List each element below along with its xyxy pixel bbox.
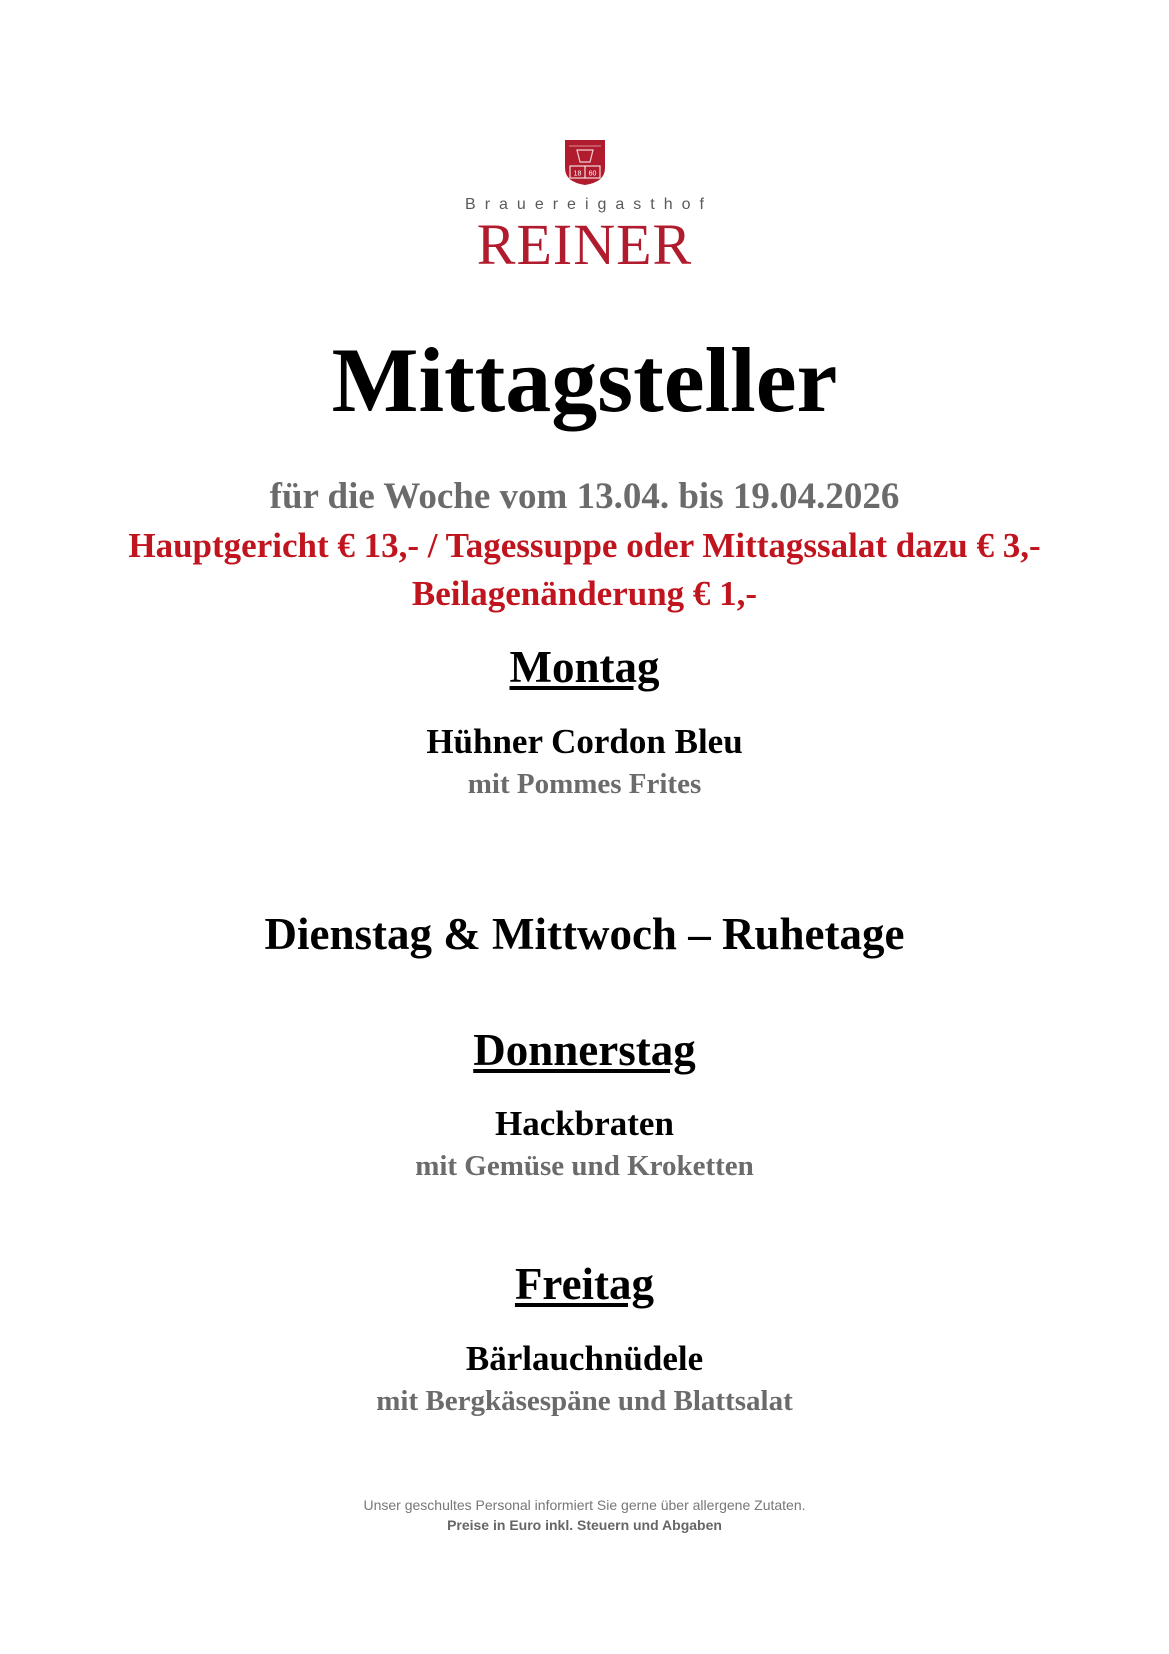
emblem-year-right: 60: [588, 170, 596, 178]
day-label: Donnerstag: [473, 1025, 696, 1075]
emblem-year-left: 18: [573, 170, 581, 178]
price-info-side-change: Beilagenänderung € 1,-: [411, 574, 758, 613]
price-info-main: Hauptgericht € 13,- / Tagessuppe oder Mittagssalat dazu € 3,-: [128, 526, 1041, 565]
day-heading-montag: [0, 641, 1169, 693]
day-heading-freitag: [0, 1258, 1169, 1310]
logo-subtitle: Brauereigasthof: [465, 196, 713, 213]
day-label: Freitag: [514, 1259, 655, 1309]
logo-name: REINER: [476, 212, 693, 277]
dish-side: mit Bergkäsespäne und Blattsalat: [376, 1385, 793, 1417]
allergen-note: Unser geschultes Personal informiert Sie gerne über allergene Zutaten.: [363, 1497, 806, 1513]
week-range: für die Woche vom 13.04. bis 19.04.2026: [269, 476, 900, 517]
dish-name: Hühner Cordon Bleu: [426, 722, 743, 761]
brewery-shield-icon: [563, 138, 607, 186]
page-title: Mittagsteller: [331, 329, 838, 431]
dish-side: mit Pommes Frites: [467, 768, 702, 800]
brand-logo: [0, 138, 1169, 276]
dish-name: Bärlauchnüdele: [465, 1339, 704, 1378]
dish-name: Hackbraten: [495, 1104, 674, 1143]
day-label: Montag: [509, 642, 660, 692]
day-heading-donnerstag: [0, 1024, 1169, 1076]
price-note: Preise in Euro inkl. Steuern und Abgaben: [447, 1517, 722, 1533]
closed-days-notice: Dienstag & Mittwoch – Ruhetage: [264, 909, 905, 959]
dish-side: mit Gemüse und Kroketten: [415, 1150, 754, 1182]
